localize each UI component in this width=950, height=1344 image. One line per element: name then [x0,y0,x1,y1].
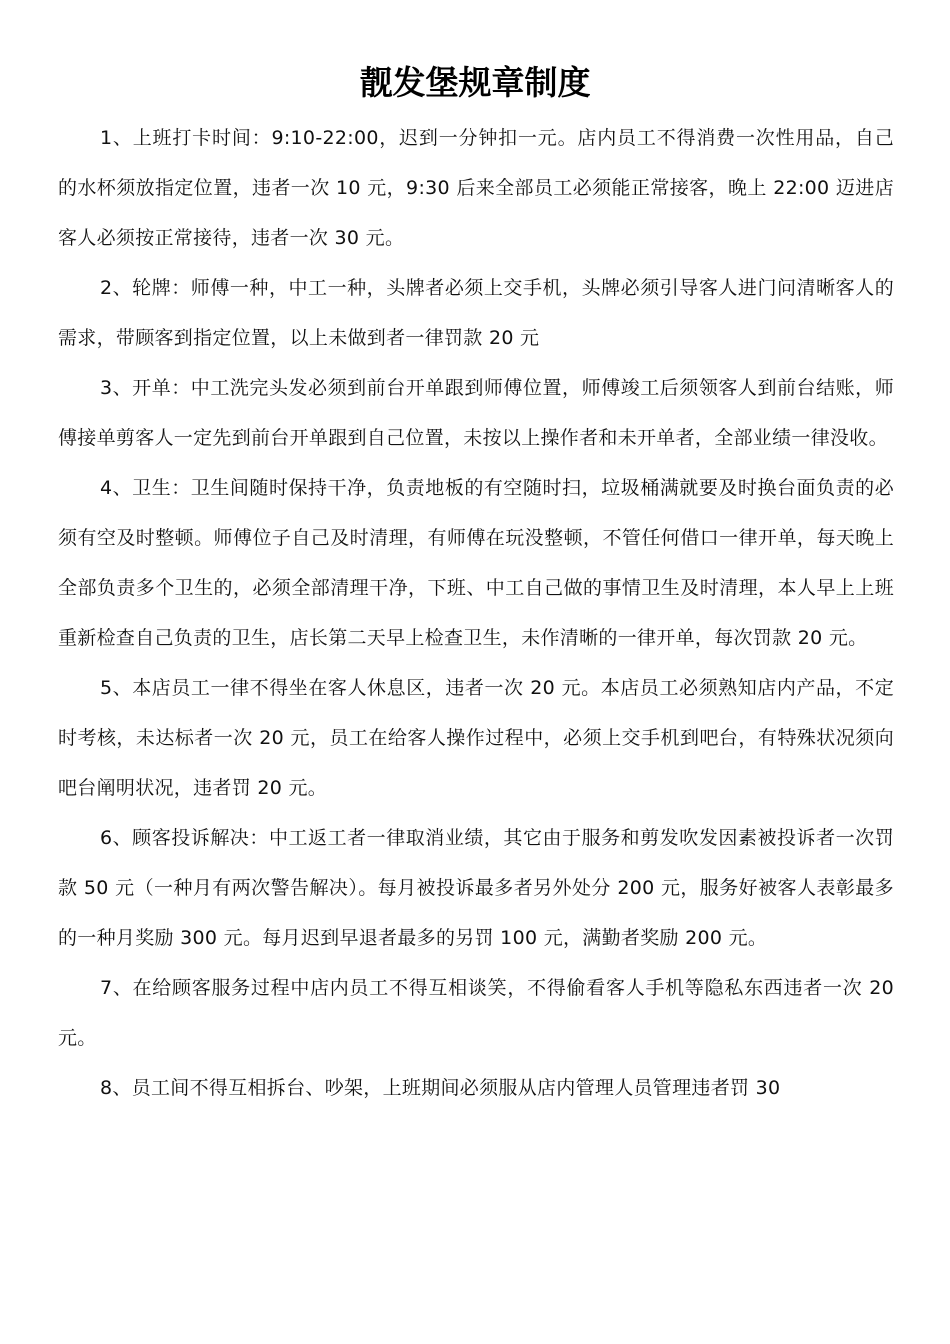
rule-paragraph-5: 5、本店员工一律不得坐在客人休息区，违者一次 20 元。本店员工必须熟知店内产品，不定时考核，未达标者一次 20 元，员工在给客人操作过程中，必须上交手机到吧台，有特殊状况须向吧台阐明状况，违者罚 20 元。 [58,677,894,799]
rule-paragraph-7: 7、在给顾客服务过程中店内员工不得互相谈笑，不得偷看客人手机等隐私东西违者一次 20 元。 [58,977,894,1049]
rule-paragraph-8: 8、员工间不得互相拆台、吵架，上班期间必须服从店内管理人员管理违者罚 30 [100,1077,781,1099]
rule-paragraph-6: 6、顾客投诉解决：中工返工者一律取消业绩，其它由于服务和剪发吹发因素被投诉者一次罚款 50 元（一种月有两次警告解决）。每月被投诉最多者另外处分 200 元，服务好被客人表彰最多的一种月奖励 300 元。每月迟到早退者最多的另罚 100 元，满勤者奖励 200 元。 [58,827,894,949]
rule-paragraph-3: 3、开单：中工洗完头发必须到前台开单跟到师傅位置，师傅竣工后须领客人到前台结账，师傅接单剪客人一定先到前台开单跟到自己位置，未按以上操作者和未开单者，全部业绩一律没收。 [58,377,894,449]
document-title: 靓发堡规章制度 [359,63,591,102]
rule-paragraph-4: 4、卫生：卫生间随时保持干净，负责地板的有空随时扫，垃圾桶满就要及时换台面负责的必须有空及时整顿。师傅位子自己及时清理，有师傅在玩没整顿，不管任何借口一律开单，每天晚上全部负责多个卫生的，必须全部清理干净，下班、中工自己做的事情卫生及时清理，本人早上上班重新检查自己负责的卫生，店长第二天早上检查卫生，未作清晰的一律开单，每次罚款 20 元。 [58,477,894,649]
document-body [58,113,894,1113]
rule-paragraph-1: 1、上班打卡时间：9:10-22:00，迟到一分钟扣一元。店内员工不得消费一次性用品，自己的水杯须放指定位置，违者一次 10 元，9:30 后来全部员工必须能正常接客，晚上 22:00 迈进店客人必须按正常接待，违者一次 30 元。 [58,127,894,249]
rule-paragraph-2: 2、轮牌：师傅一种，中工一种，头牌者必须上交手机，头牌必须引导客人进门问清晰客人的需求，带顾客到指定位置，以上未做到者一律罚款 20 元 [58,277,894,349]
